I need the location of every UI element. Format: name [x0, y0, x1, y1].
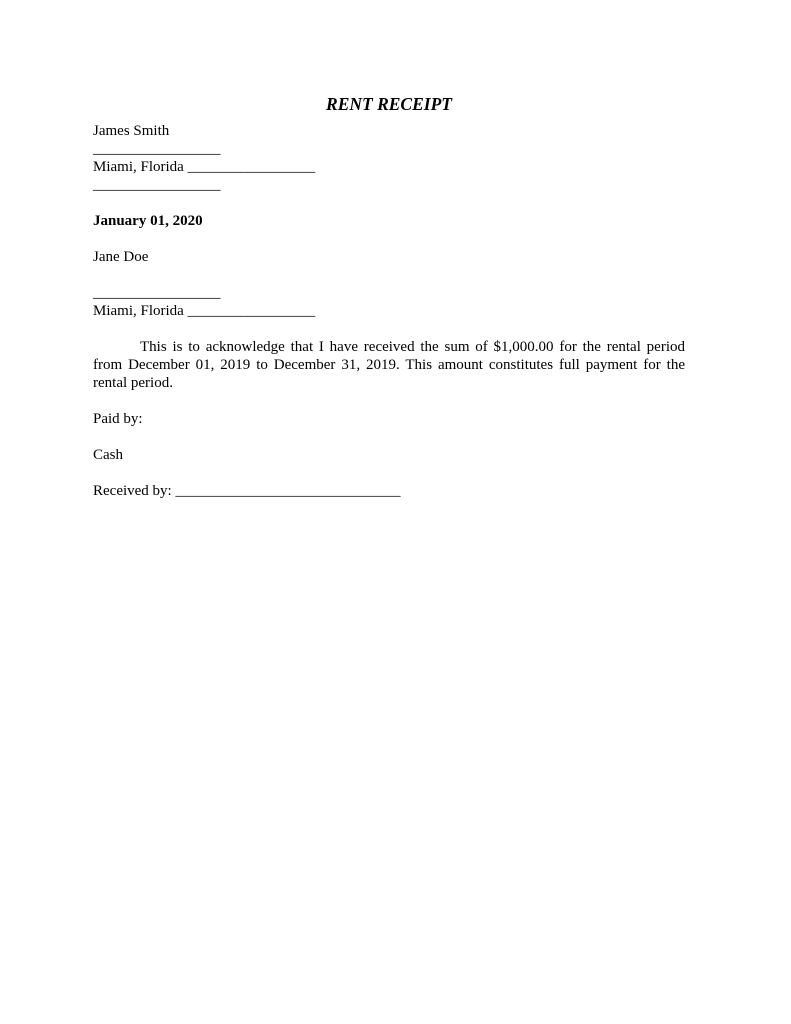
tenant-city-line [93, 302, 685, 320]
landlord-address-blank: _________________ [93, 141, 221, 157]
receipt-page [93, 92, 685, 500]
landlord-city-blank: _________________ [187, 159, 316, 175]
tenant-name: Jane Doe [93, 249, 149, 265]
receipt-date: January 01, 2020 [93, 213, 203, 229]
landlord-city: Miami, Florida [93, 159, 184, 175]
landlord-name: James Smith [93, 123, 170, 139]
received-by-label: Received by: [93, 483, 172, 499]
landlord-city-line [93, 158, 685, 176]
tenant-address-blank: _________________ [93, 285, 221, 301]
tenant-city-blank: _________________ [187, 303, 316, 319]
document-title: RENT RECEIPT [326, 94, 452, 114]
received-by-line [93, 482, 685, 500]
payment-method: Cash [93, 447, 123, 463]
acknowledgement-paragraph: This is to acknowledge that I have received the sum of $1,000.00 for the rental period from December 01, 2019 to December 31, 2019. This amount constitutes full payment for the rental period. [93, 339, 685, 391]
paid-by-label: Paid by: [93, 411, 143, 427]
tenant-city: Miami, Florida [93, 303, 184, 319]
received-by-signature-blank: ______________________________ [175, 483, 401, 499]
landlord-extra-blank: _________________ [93, 177, 221, 193]
